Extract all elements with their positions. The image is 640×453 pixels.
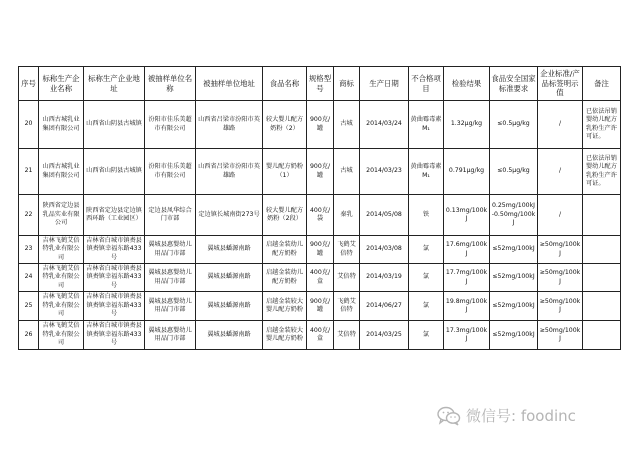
table-cell: ≤52mg/100kJ	[490, 321, 538, 350]
table-cell: /	[538, 195, 583, 236]
table-row	[19, 264, 621, 292]
table-cell: 定边县凤华综合门市部	[145, 195, 196, 236]
table-cell: 已依法吊销婴幼儿配方乳粉生产许可证。	[583, 101, 621, 149]
table-cell: 0.791μg/kg	[444, 149, 490, 195]
table-cell: 24	[19, 264, 39, 292]
table-cell: 氯	[409, 321, 444, 350]
header-cell: 被抽样单位地址	[196, 67, 263, 101]
table-cell: 吉林省白城市镇赉县镇赉镇幸福东路433号	[84, 321, 145, 350]
table-cell	[583, 236, 621, 264]
table-cell: 翼城县惠婴幼儿用品门市部	[145, 236, 196, 264]
table-cell: 翼城县蟠源南路	[196, 321, 263, 350]
table-cell: 翼城县惠婴幼儿用品门市部	[145, 264, 196, 292]
table-cell: 山西古城乳业集团有限公司	[39, 101, 84, 149]
table-cell: 山西省吕梁市汾阳市英雄路	[196, 101, 263, 149]
table-cell: 飞鹤艾倍特	[334, 292, 360, 321]
table-cell: 已依法吊销婴幼儿配方乳粉生产许可证。	[583, 149, 621, 195]
table-row	[19, 195, 621, 236]
header-cell: 规格型号	[307, 67, 334, 101]
wechat-icon	[437, 406, 461, 426]
table-cell: 较大婴儿配方奶粉（2段）	[263, 195, 307, 236]
header-cell: 被抽样单位名称	[145, 67, 196, 101]
table-cell: 2014/03/19	[360, 264, 409, 292]
table-cell: 2014/03/24	[360, 101, 409, 149]
table-cell: 2014/03/25	[360, 321, 409, 350]
table-cell: 婴儿配方奶粉（1）	[263, 149, 307, 195]
table-cell: 黄曲霉毒素M₁	[409, 149, 444, 195]
table-cell: 翼城县惠婴幼儿用品门市部	[145, 292, 196, 321]
table-cell: 氯	[409, 292, 444, 321]
table-cell: 900克/罐	[307, 101, 334, 149]
table-cell: 900克/罐	[307, 149, 334, 195]
table-row	[19, 101, 621, 149]
table-cell: 山西省吕梁市汾阳市英雄路	[196, 149, 263, 195]
table-cell: 400克/盒	[307, 321, 334, 350]
table-cell: 启越金装较大婴儿配方奶粉	[263, 292, 307, 321]
table-cell: 吉林飞鹤艾倍特乳业有限公司	[39, 236, 84, 264]
table-cell: 定边镇长城南街273号	[196, 195, 263, 236]
table-cell: 艾倍特	[334, 321, 360, 350]
table-cell: 17.7mg/100kJ	[444, 264, 490, 292]
table-cell: 0.25mg/100kJ-0.50mg/100kJ	[490, 195, 538, 236]
table-cell: ≥50mg/100kJ	[538, 321, 583, 350]
table-cell: 翼城县惠婴幼儿用品门市部	[145, 321, 196, 350]
table-cell: 山西古城乳业集团有限公司	[39, 149, 84, 195]
table-cell: 吉林飞鹤艾倍特乳业有限公司	[39, 292, 84, 321]
table-cell	[583, 195, 621, 236]
header-cell: 生产日期	[360, 67, 409, 101]
table-cell: 黄曲霉毒素M₁	[409, 101, 444, 149]
table-cell: 翼城县蟠源南路	[196, 292, 263, 321]
table-cell: ≤52mg/100kJ	[490, 292, 538, 321]
table-cell: 山西省山阴县古城镇	[84, 101, 145, 149]
table-cell: 铁	[409, 195, 444, 236]
table-cell: ≤0.5μg/kg	[490, 149, 538, 195]
table-cell: ≥50mg/100kJ	[538, 236, 583, 264]
table-cell: 启越金装幼儿配方奶粉	[263, 236, 307, 264]
header-cell: 序号	[19, 67, 39, 101]
table-row	[19, 236, 621, 264]
results-table	[18, 66, 621, 350]
table-row	[19, 149, 621, 195]
table-row	[19, 321, 621, 350]
table-cell	[583, 321, 621, 350]
table-cell: ≥50mg/100kJ	[538, 292, 583, 321]
table-cell	[583, 292, 621, 321]
table-cell: 21	[19, 149, 39, 195]
table-cell: 氯	[409, 264, 444, 292]
table-cell: 秦乳	[334, 195, 360, 236]
table-cell: 汾阳市佳乐美超市有限公司	[145, 101, 196, 149]
table-cell: 20	[19, 101, 39, 149]
watermark-text: 微信号: foodinc	[466, 407, 576, 425]
header-cell: 标称生产企业名称	[39, 67, 84, 101]
table-cell: 艾倍特	[334, 264, 360, 292]
table-cell: 25	[19, 292, 39, 321]
table-cell: 吉林省白城市镇赉县镇赉镇幸福东路433号	[84, 236, 145, 264]
table-cell: 900克/罐	[307, 292, 334, 321]
table-cell: 吉林省白城市镇赉县镇赉镇幸福东路433号	[84, 292, 145, 321]
header-row	[19, 67, 621, 101]
table-cell: 2014/05/08	[360, 195, 409, 236]
table-cell: /	[538, 149, 583, 195]
table-cell: 汾阳市佳乐美超市有限公司	[145, 149, 196, 195]
table-cell: 400克/袋	[307, 195, 334, 236]
header-cell: 不合格项目	[409, 67, 444, 101]
table-cell: 26	[19, 321, 39, 350]
table-cell: 19.8mg/100kJ	[444, 292, 490, 321]
header-cell: 备注	[583, 67, 621, 101]
table-cell: 1.32μg/kg	[444, 101, 490, 149]
table-cell: 2014/03/23	[360, 149, 409, 195]
table-cell: /	[538, 101, 583, 149]
table-cell: 山西省山阴县古城镇	[84, 149, 145, 195]
table-cell: 陕西省定边县乳品实业有限公司	[39, 195, 84, 236]
header-cell: 商标	[334, 67, 360, 101]
table-cell: 吉林省白城市镇赉县镇赉镇幸福东路433号	[84, 264, 145, 292]
table-cell: 22	[19, 195, 39, 236]
table-cell: 900克/罐	[307, 236, 334, 264]
table-cell: 吉林飞鹤艾倍特乳业有限公司	[39, 321, 84, 350]
table-cell: 古城	[334, 149, 360, 195]
table-cell: ≤52mg/100kJ	[490, 264, 538, 292]
table-cell: 翼城县蟠源南路	[196, 236, 263, 264]
table-cell: ≤0.5μg/kg	[490, 101, 538, 149]
table-cell: 飞鹤艾倍特	[334, 236, 360, 264]
table-cell: 较大婴儿配方奶粉（2）	[263, 101, 307, 149]
table-cell: 400克/盒	[307, 264, 334, 292]
table-cell: 翼城县蟠源南路	[196, 264, 263, 292]
table-cell: ≤52mg/100kJ	[490, 236, 538, 264]
table-cell: 17.3mg/100kJ	[444, 321, 490, 350]
table-cell: 2014/06/27	[360, 292, 409, 321]
table-cell: 吉林飞鹤艾倍特乳业有限公司	[39, 264, 84, 292]
table-cell: 23	[19, 236, 39, 264]
header-cell: 企业标准/产品标签明示值	[538, 67, 583, 101]
table-cell	[583, 264, 621, 292]
header-cell: 食品安全国家标准要求	[490, 67, 538, 101]
header-cell: 检验结果	[444, 67, 490, 101]
header-cell: 食品名称	[263, 67, 307, 101]
header-cell: 标称生产企业地址	[84, 67, 145, 101]
table-row	[19, 292, 621, 321]
table-cell: ≥50mg/100kJ	[538, 264, 583, 292]
table-cell: 古城	[334, 101, 360, 149]
table-cell: 2014/03/08	[360, 236, 409, 264]
table-cell: 陕西省定边县定边镇西环路（工业园区）	[84, 195, 145, 236]
watermark	[437, 405, 576, 426]
table-cell: 17.6mg/100kJ	[444, 236, 490, 264]
table-cell: 0.13mg/100kJ	[444, 195, 490, 236]
table-cell: 启越金装较大婴儿配方奶粉	[263, 321, 307, 350]
table-cell: 启越金装幼儿配方奶粉	[263, 264, 307, 292]
table-cell: 氯	[409, 236, 444, 264]
